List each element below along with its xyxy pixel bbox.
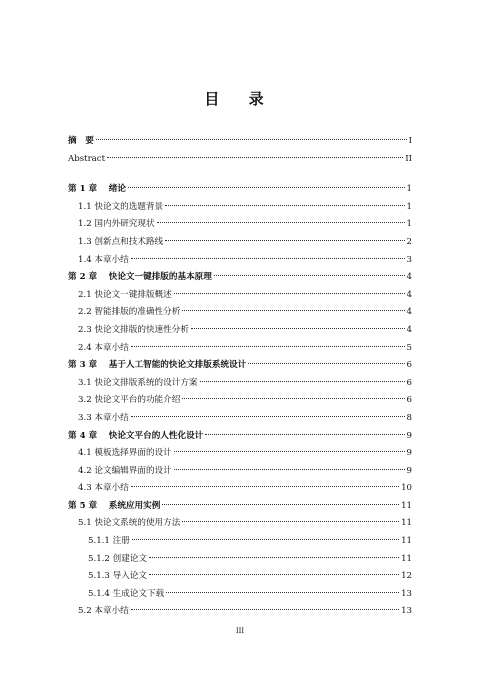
toc-entry-page: 11	[401, 553, 412, 564]
toc-entry	[68, 498, 412, 516]
dot-leader	[131, 486, 399, 487]
toc-entry-page: 4	[406, 289, 412, 300]
toc-entry	[68, 252, 412, 270]
toc-entry-label: 3.3 本章小结	[78, 412, 129, 423]
dot-leader	[149, 574, 399, 575]
toc-entry-label: 4.1 模板选择界面的设计	[78, 448, 172, 459]
toc-entry	[68, 603, 412, 621]
toc-entry-label: 2.1 快论文一键排版概述	[78, 289, 172, 300]
toc-entry	[68, 533, 412, 551]
toc-entry-label: 3.1 快论文排版系统的设计方案	[78, 377, 198, 388]
toc-entry-label: 2.4 本章小结	[78, 342, 129, 353]
toc-entry	[68, 269, 412, 287]
toc-entry-label: Abstract	[68, 153, 106, 164]
toc-entry-page: 1	[406, 184, 412, 195]
toc-entry-label: 1.3 创新点和技术路线	[78, 236, 164, 247]
toc-entry-page: 3	[406, 254, 412, 265]
toc-entry	[68, 445, 412, 463]
dot-leader	[157, 222, 405, 223]
toc-entry	[68, 375, 412, 393]
toc-entry-page: 1	[406, 219, 412, 230]
toc-entry-page: 8	[406, 412, 412, 423]
toc-entry-page: 9	[406, 430, 412, 441]
toc-entry-page: 11	[401, 518, 412, 529]
toc-entry-page: 10	[401, 483, 412, 494]
toc-entry-label: 4.3 本章小结	[78, 483, 129, 494]
toc-entry	[68, 304, 412, 322]
toc-entry-label: 5.2 本章小结	[78, 606, 129, 617]
dot-leader	[174, 469, 405, 470]
toc-entry	[68, 357, 412, 375]
toc-entry	[68, 463, 412, 481]
page-title: 目 录	[204, 90, 276, 108]
toc-entry-label: 5.1.3 导入论文	[88, 571, 147, 582]
toc-entry	[68, 133, 412, 151]
toc-entry-label: 5.1 快论文系统的使用方法	[78, 518, 181, 529]
toc-entry	[68, 181, 412, 199]
dot-leader	[205, 434, 404, 435]
toc-entry-page: 12	[401, 571, 412, 582]
dot-leader	[165, 240, 404, 241]
dot-leader	[182, 398, 404, 399]
toc-entry-page: 2	[406, 236, 412, 247]
toc-entry-page: II	[405, 153, 412, 164]
dot-leader	[162, 504, 399, 505]
toc-entry	[68, 586, 412, 604]
toc-entry-page: 11	[401, 536, 412, 547]
toc-entry-page: 6	[406, 395, 412, 406]
toc-entry-label: 5.1.1 注册	[88, 536, 130, 547]
toc-entry	[68, 199, 412, 217]
toc-entry	[68, 568, 412, 586]
toc-entry	[68, 151, 412, 169]
dot-leader	[107, 157, 403, 158]
toc-entry	[68, 480, 412, 498]
dot-leader	[132, 539, 399, 540]
toc-entry-label: 5.1.2 创建论文	[88, 553, 147, 564]
dot-leader	[131, 346, 405, 347]
toc-entry-page: 13	[401, 588, 412, 599]
toc-entry	[68, 322, 412, 340]
toc-entry-page: 9	[406, 465, 412, 476]
toc-entry-label: 第 3 章 基于人工智能的快论文排版系统设计	[68, 360, 247, 371]
dot-leader	[149, 557, 399, 558]
toc-entry-label: 第 4 章 快论文平台的人性化设计	[68, 430, 204, 441]
dot-leader	[174, 451, 405, 452]
toc-entry-label: 第 5 章 系统应用实例	[68, 500, 161, 511]
dot-leader	[128, 187, 405, 188]
dot-leader	[131, 258, 405, 259]
toc-entry-label: 3.2 快论文平台的功能介绍	[78, 395, 181, 406]
toc-entry-page: 6	[406, 360, 412, 371]
toc-entry	[68, 287, 412, 305]
toc-entry-label: 5.1.4 生成论文下载	[88, 588, 165, 599]
toc-entry-page: 11	[401, 500, 412, 511]
toc-entry-label: 4.2 论文编辑界面的设计	[78, 465, 172, 476]
table-of-contents	[68, 133, 412, 621]
toc-entry-page: 4	[406, 272, 412, 283]
toc-entry-page: 6	[406, 377, 412, 388]
toc-entry-label: 1.2 国内外研究现状	[78, 219, 155, 230]
toc-entry-page: 5	[406, 342, 412, 353]
dot-leader	[200, 381, 405, 382]
toc-entry-page: 9	[406, 448, 412, 459]
toc-entry-page: 1	[406, 201, 412, 212]
toc-entry	[68, 340, 412, 358]
page-number: III	[235, 627, 245, 635]
toc-entry-page: 4	[406, 324, 412, 335]
dot-leader	[182, 310, 404, 311]
dot-leader	[214, 275, 405, 276]
toc-entry-label: 1.4 本章小结	[78, 254, 129, 265]
toc-entry-label: 2.2 智能排版的准确性分析	[78, 307, 181, 318]
dot-leader	[96, 139, 407, 140]
toc-entry-label: 摘 要	[68, 136, 94, 146]
dot-leader	[131, 609, 399, 610]
dot-leader	[174, 293, 405, 294]
toc-entry-page: 4	[406, 307, 412, 318]
toc-entry	[68, 515, 412, 533]
toc-entry	[68, 234, 412, 252]
toc-entry	[68, 428, 412, 446]
dot-leader	[166, 592, 399, 593]
toc-entry	[68, 392, 412, 410]
dot-leader	[191, 328, 405, 329]
toc-entry-label: 1.1 快论文的选题背景	[78, 201, 164, 212]
dot-leader	[131, 416, 405, 417]
toc-entry-label: 第 1 章 绪论	[68, 184, 126, 195]
toc-entry-page: I	[408, 136, 412, 146]
toc-entry-label: 2.3 快论文排版的快速性分析	[78, 324, 189, 335]
toc-entry-page: 13	[401, 606, 412, 617]
toc-entry	[68, 216, 412, 234]
dot-leader	[165, 205, 404, 206]
toc-entry	[68, 410, 412, 428]
toc-entry	[68, 551, 412, 569]
dot-leader	[182, 521, 399, 522]
dot-leader	[248, 363, 404, 364]
toc-entry-label: 第 2 章 快论文一键排版的基本原理	[68, 272, 212, 283]
